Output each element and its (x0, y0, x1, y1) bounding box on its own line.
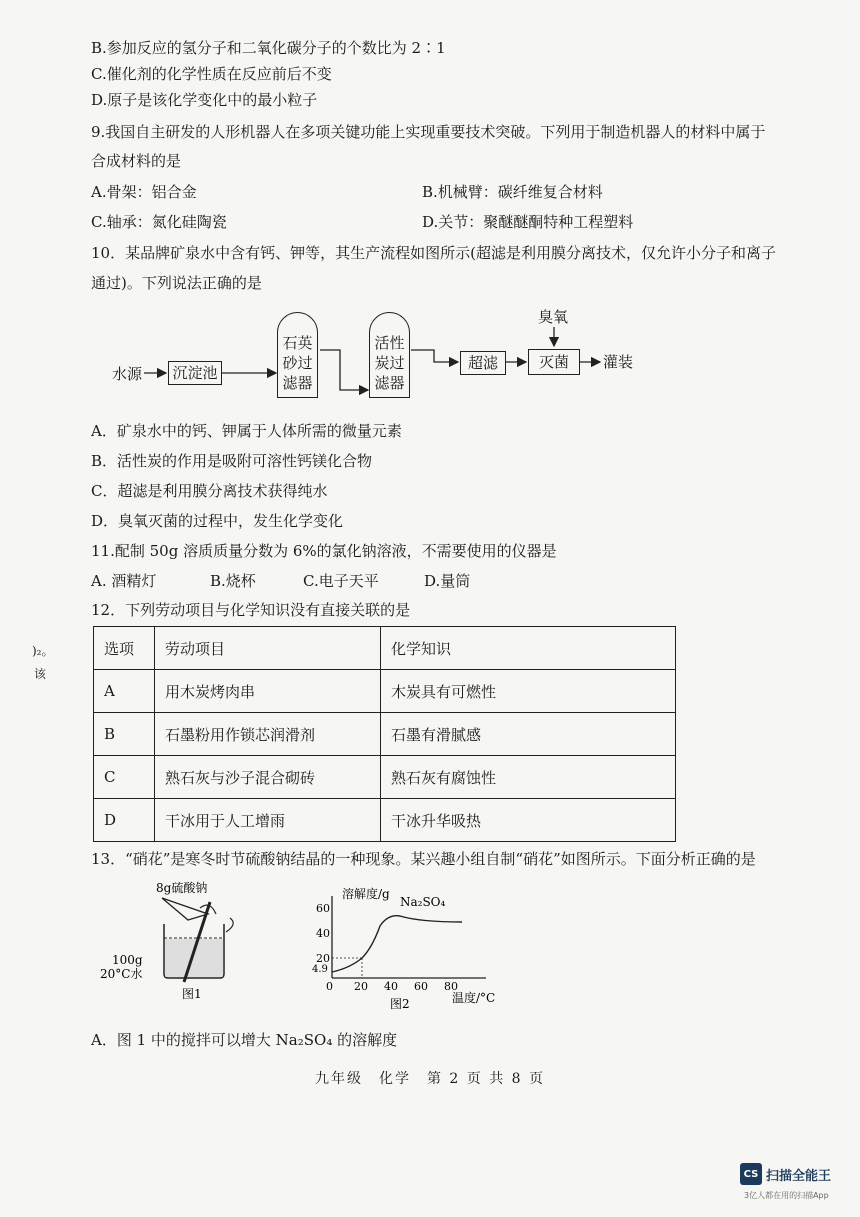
fig2-caption: 图2 (390, 997, 410, 1010)
fig2-xlabel: 温度/°C (452, 991, 496, 1005)
quartz-filter-line2: 砂过 (282, 354, 313, 372)
table-header-row (94, 627, 676, 670)
fig2-xtick: 0 (326, 980, 333, 993)
table-header-cell: 劳动项目 (155, 627, 381, 670)
fig2-ytick: 40 (316, 927, 330, 940)
table-cell: 熟石灰与沙子混合砌砖 (155, 756, 381, 799)
q11-stem: 11.配制 50g 溶质质量分数为 6%的氯化钠溶液，不需要使用的仪器是 (91, 542, 557, 560)
q13-stem: 13．“硝花”是寒冬时节硫酸钠结晶的一种现象。某兴趣小组自制“硝花”如图所示。下面分析正确的是 (91, 850, 756, 868)
table-cell: D (94, 799, 155, 842)
q10-stem-line1: 10．某品牌矿泉水中含有钙、钾等，其生产流程如图所示(超滤是利用膜分离技术，仅允许小分子和离子 (91, 244, 776, 262)
flow-source-label: 水源 (112, 365, 143, 383)
table-row (94, 799, 676, 842)
fig2-xtick: 20 (354, 980, 368, 993)
q10-option-b: B．活性炭的作用是吸附可溶性钙镁化合物 (91, 452, 373, 470)
fig1-caption: 图1 (182, 987, 202, 1001)
watermark-brand: 扫描全能王 (766, 1168, 832, 1184)
q9-stem-line2: 合成材料的是 (91, 152, 182, 170)
table-row (94, 756, 676, 799)
fig2-xtick: 80 (444, 980, 458, 993)
table-header-cell: 选项 (94, 627, 155, 670)
q11-option-b: B.烧杯 (210, 572, 256, 590)
table-cell: 木炭具有可燃性 (381, 670, 676, 713)
table-cell: A (94, 670, 155, 713)
q9-stem-line1: 9.我国自主研发的人形机器人在多项关键功能上实现重要技术突破。下列用于制造机器人的材料中属于 (91, 123, 766, 141)
fig2-ytick: 60 (316, 902, 330, 915)
q13-option-a: A．图 1 中的搅拌可以增大 Na₂SO₄ 的溶解度 (91, 1031, 398, 1049)
fig1-water-temp: 20°C水 (100, 967, 143, 981)
flow-quartz-filter (277, 312, 318, 398)
table-cell: 熟石灰有腐蚀性 (381, 756, 676, 799)
table-header-cell: 化学知识 (381, 627, 676, 670)
quartz-filter-line3: 滤器 (282, 374, 313, 392)
fig2-xtick: 40 (384, 980, 398, 993)
fig2-ytick: 20 (316, 952, 330, 965)
table-cell: C (94, 756, 155, 799)
scanner-watermark (740, 1163, 831, 1185)
flow-settling-tank: 沉淀池 (168, 361, 222, 385)
fig2-series-label: Na₂SO₄ (400, 895, 446, 909)
q9-option-d: D.关节：聚醚醚酮特种工程塑料 (422, 213, 634, 231)
q9-option-c: C.轴承：氮化硅陶瓷 (91, 213, 227, 231)
fig2-ytick: 4.9 (312, 964, 328, 975)
q11-option-c: C.电子天平 (303, 572, 379, 590)
margin-note-2: 该 (34, 667, 47, 681)
q10-stem-line2: 通过)。下列说法正确的是 (91, 274, 262, 292)
table-cell: 用木炭烤肉串 (155, 670, 381, 713)
table-cell: 干冰升华吸热 (381, 799, 676, 842)
flow-bottling-label: 灌装 (603, 353, 634, 371)
q8-option-c: C.催化剂的化学性质在反应前后不变 (91, 65, 332, 83)
table-cell: 石墨粉用作锁芯润滑剂 (155, 713, 381, 756)
weighing-paper-icon (162, 898, 208, 920)
q11-option-a: A. 酒精灯 (91, 572, 157, 590)
fig2-xtick: 60 (414, 980, 428, 993)
quartz-filter-line1: 石英 (282, 334, 313, 352)
fig1-water-mass: 100g (112, 953, 143, 967)
q10-option-c: C．超滤是利用膜分离技术获得纯水 (91, 482, 328, 500)
flow-carbon-filter (369, 312, 410, 398)
q8-option-d: D.原子是该化学变化中的最小粒子 (91, 91, 318, 109)
flow-arrows (0, 0, 860, 420)
carbon-filter-line1: 活性 (374, 334, 405, 352)
table-row (94, 670, 676, 713)
flow-sterilization: 灭菌 (528, 349, 580, 375)
page-footer: 九年级 化学 第 2 页 共 8 页 (314, 1071, 546, 1087)
q13-figure-2 (310, 886, 510, 1010)
q9-option-b: B.机械臂：碳纤维复合材料 (422, 183, 603, 201)
q10-option-a: A．矿泉水中的钙、钾属于人体所需的微量元素 (91, 422, 402, 440)
q12-table (93, 626, 676, 842)
solubility-curve (332, 916, 462, 972)
carbon-filter-line3: 滤器 (374, 374, 405, 392)
q12-stem: 12．下列劳动项目与化学知识没有直接关联的是 (91, 601, 411, 619)
cs-logo-icon: CS (740, 1163, 762, 1185)
fig2-ylabel: 溶解度/g (342, 887, 390, 901)
margin-note-1: )₂。 (32, 644, 54, 658)
carbon-filter-line2: 炭过 (374, 354, 405, 372)
q11-option-d: D.量筒 (424, 572, 471, 590)
table-cell: 石墨有滑腻感 (381, 713, 676, 756)
table-cell: 干冰用于人工增雨 (155, 799, 381, 842)
watermark-subtitle: 3亿人都在用的扫描App (744, 1191, 829, 1200)
q10-option-d: D．臭氧灭菌的过程中，发生化学变化 (91, 512, 344, 530)
flow-ultrafiltration: 超滤 (460, 351, 506, 375)
q8-option-b: B.参加反应的氢分子和二氧化碳分子的个数比为 2∶1 (91, 39, 446, 57)
q13-figure-1 (100, 878, 280, 1008)
table-row (94, 713, 676, 756)
fig1-salt-label: 8g硫酸钠 (156, 881, 208, 895)
flow-ozone-label: 臭氧 (538, 308, 569, 326)
q9-option-a: A.骨架：铝合金 (91, 183, 197, 201)
table-cell: B (94, 713, 155, 756)
